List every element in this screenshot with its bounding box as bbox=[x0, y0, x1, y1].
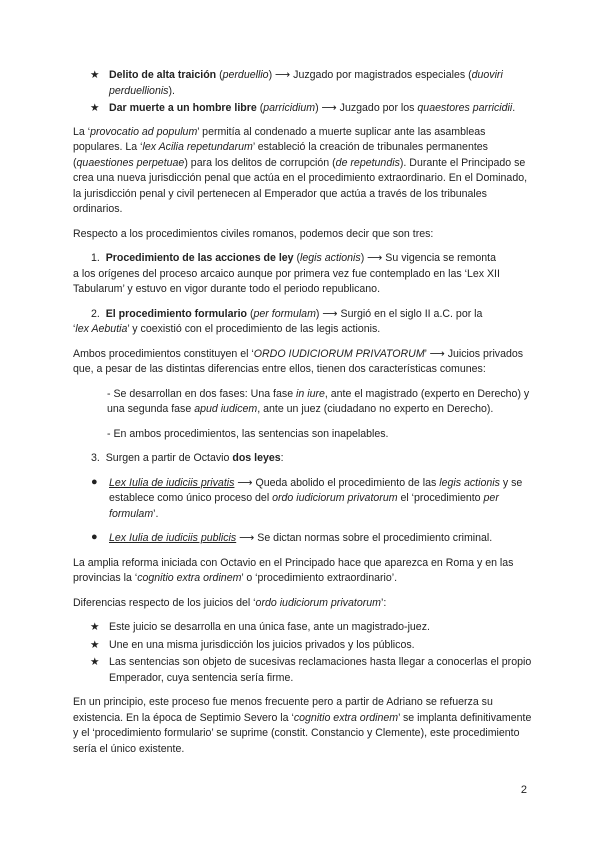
star-icon: ★ bbox=[90, 656, 100, 668]
paragraph: La amplia reforma iniciada con Octavio en el Principado hace que aparezca en Roma y en las provincias la ‘cognitio extra ordinem’ o ‘procedimiento extraordinario’. bbox=[73, 556, 514, 584]
paragraph: Ambos procedimientos constituyen el ‘ORDO IUDICIORUM PRIVATORUM’ ⟶ Juicios privados que, a pesar de las distintas diferencias entre ellos, tienen dos características comunes: bbox=[73, 347, 524, 375]
numbered-item-2: 2. El procedimiento formulario (per formulam) ⟶ Surgió en el siglo II a.C. por la ‘lex Aebutia’ y coexistió con el procedimiento de las legis actionis. bbox=[73, 307, 483, 335]
list-item: ★ Delito de alta traición (perduellio) ⟶ Juzgado por magistrados especiales (duoviri perduellionis). bbox=[90, 69, 503, 97]
list-item: ● Lex Iulia de iudiciis privatis ⟶ Queda abolido el procedimiento de las legis actionis y se establece como único proceso del ordo iudiciorum privatorum el ‘procedimiento per formulam’. bbox=[91, 475, 523, 520]
paragraph: Diferencias respecto de los juicios del ‘ordo iudiciorum privatorum’: bbox=[73, 596, 387, 609]
page-number: 2 bbox=[520, 784, 527, 796]
page-content bbox=[73, 68, 533, 766]
bullet-icon: ● bbox=[91, 531, 98, 543]
list-item: ★ Une en una misma jurisdicción los juicios privados y los públicos. bbox=[73, 638, 533, 654]
star-icon: ★ bbox=[90, 638, 100, 651]
laws-list bbox=[73, 476, 533, 547]
list-item: ● Lex Iulia de iudiciis publicis ⟶ Se dictan normas sobre el procedimiento criminal. bbox=[91, 531, 493, 544]
star-icon: ★ bbox=[90, 69, 100, 81]
law-link[interactable]: Lex Iulia de iudiciis publicis bbox=[109, 532, 237, 544]
numbered-item-1: 1. Procedimiento de las acciones de ley (legis actionis) ⟶ Su vigencia se remonta a los orígenes del proceso arcaico aunque por primera vez fue contemplado en las ‘Lex XII Tabularum’ y estuvo en vigor durante todo el periodo republicano. bbox=[73, 252, 500, 295]
list-item: ★ Este juicio se desarrolla en una única fase, ante un magistrado-juez. bbox=[73, 620, 533, 636]
numbered-item-3: 3. Surgen a partir de Octavio dos leyes: bbox=[91, 452, 284, 464]
star-icon: ★ bbox=[90, 102, 100, 114]
characteristic-1: - Se desarrollan en dos fases: Una fase in iure, ante el magistrado (experto en Derecho) y una segunda fase apud iudicem, ante un juez (ciudadano no experto en Derecho). bbox=[107, 387, 530, 415]
paragraph: Respecto a los procedimientos civiles romanos, podemos decir que son tres: bbox=[73, 227, 434, 240]
law-link[interactable]: Lex Iulia de iudiciis privatis bbox=[109, 476, 235, 489]
list-item: ★ Las sentencias son objeto de sucesivas reclamaciones hasta llegar a conocerlas el propio Emperador, cuya sentencia sería firme. bbox=[90, 656, 532, 684]
characteristic-2: - En ambos procedimientos, las sentencias son inapelables. bbox=[107, 427, 389, 440]
paragraph: En un principio, este proceso fue menos frecuente pero a partir de Adriano se refuerza su existencia. En la época de Septimio Severo la ‘cognitio extra ordinem’ se implanta definitivamente y el ‘procedimiento formulario’ se suprime (constit. Constancio y Clemente), este procedimiento sería el único existente. bbox=[73, 696, 532, 755]
list-item: ★ Dar muerte a un hombre libre (parricidium) ⟶ Juzgado por los quaestores parricidii. bbox=[73, 101, 533, 117]
star-icon: ★ bbox=[90, 621, 100, 633]
crime-list bbox=[73, 68, 533, 117]
bullet-icon: ● bbox=[91, 475, 98, 488]
differences-list bbox=[73, 620, 533, 686]
paragraph: La ‘provocatio ad populum’ permitía al condenado a muerte suplicar ante las asambleas populares. La ‘lex Acilia repetundarum’ estableció la creación de tribunales permanentes (quaestiones perpetuae) para los delitos de corrupción (de repetundis). Durante el Principado se crea una nueva jurisdicción penal que actúa en el procedimiento extraordinario. En el Dominado, la jurisdicción penal y civil pertenecen al Emperador que actúa a través de los tribunales ordinarios. bbox=[73, 125, 528, 215]
